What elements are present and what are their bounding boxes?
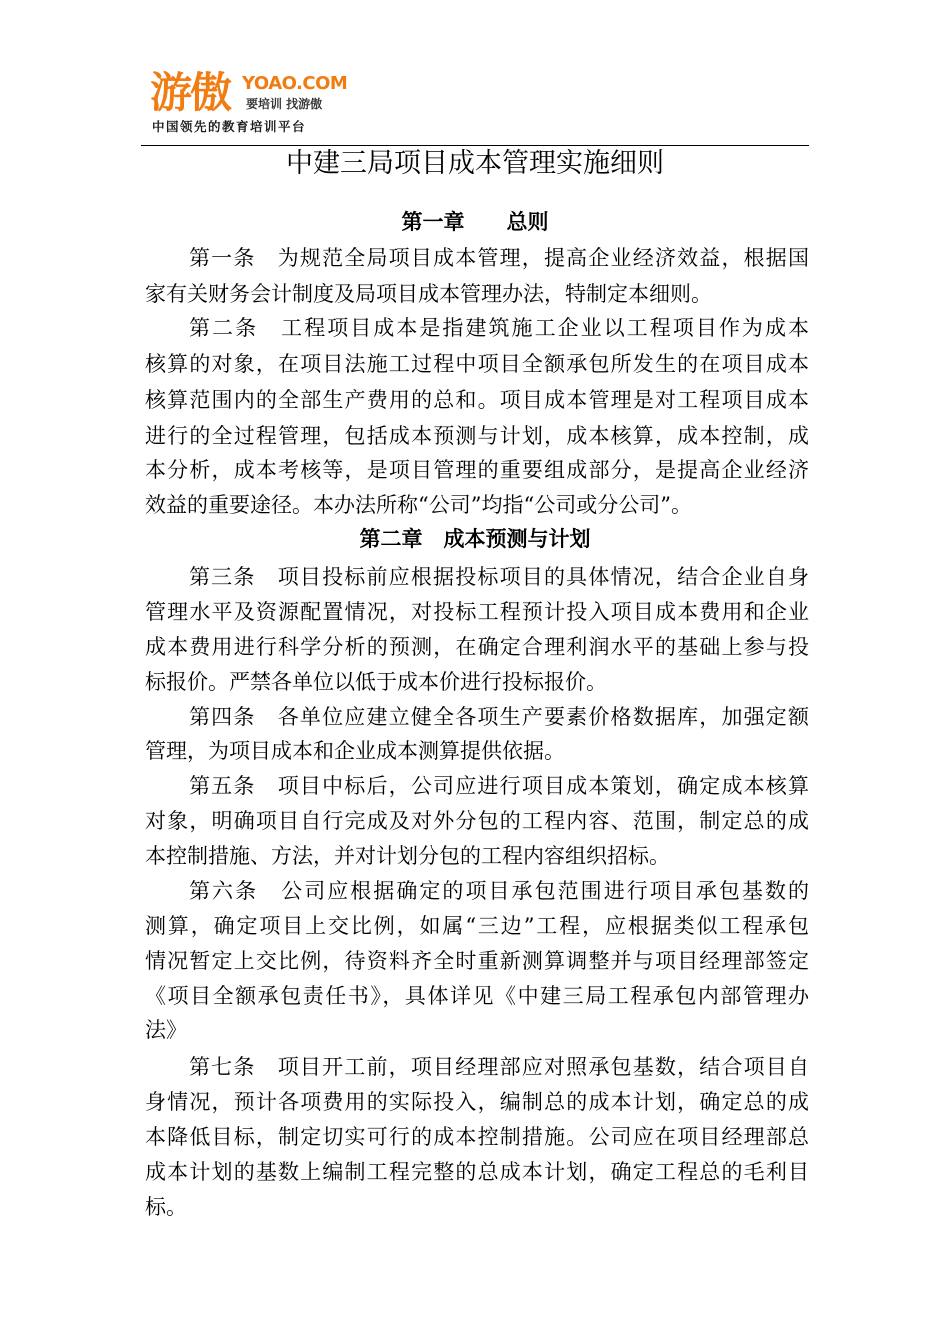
article-7-line-2: 身情况，预计各项费用的实际投入，编制总的成本计划，确定总的成 bbox=[145, 1090, 809, 1114]
article-2-line-1: 第二条 工程项目成本是指建筑施工企业以工程项目作为成本 bbox=[189, 316, 809, 340]
article-2-line-5: 本分析，成本考核等，是项目管理的重要组成部分，是提高企业经济 bbox=[145, 458, 809, 482]
chapter-heading-1: 第一章 总则 bbox=[401, 210, 549, 234]
article-7-line-1: 第七条 项目开工前，项目经理部应对照承包基数，结合项目自 bbox=[189, 1055, 809, 1079]
yoao-logo bbox=[150, 70, 360, 140]
header-divider bbox=[141, 145, 809, 146]
article-1-line-2: 家有关财务会计制度及局项目成本管理办法，特制定本细则。 bbox=[145, 282, 712, 306]
document-title: 中建三局项目成本管理实施细则 bbox=[286, 148, 664, 179]
article-4-line-1: 第四条 各单位应建立健全各项生产要素价格数据库，加强定额 bbox=[189, 705, 809, 729]
article-7-line-5: 标。 bbox=[145, 1195, 187, 1219]
article-3-line-4: 标报价。严禁各单位以低于成本价进行投标报价。 bbox=[145, 670, 607, 694]
article-2-line-4: 进行的全过程管理，包括成本预测与计划，成本核算，成本控制，成 bbox=[145, 424, 809, 448]
article-5-line-3: 本控制措施、方法，并对计划分包的工程内容组织招标。 bbox=[145, 844, 670, 868]
chapter-heading-2: 第二章 成本预测与计划 bbox=[359, 527, 591, 551]
article-6-line-1: 第六条 公司应根据确定的项目承包范围进行项目承包基数的 bbox=[189, 879, 809, 903]
article-6-line-4: 《项目全额承包责任书》，具体详见《中建三局工程承包内部管理办 bbox=[145, 984, 809, 1008]
article-6-line-2: 测算，确定项目上交比例，如属“三边”工程，应根据类似工程承包 bbox=[145, 914, 809, 938]
article-7-line-3: 本降低目标，制定切实可行的成本控制措施。公司应在项目经理部总 bbox=[145, 1125, 809, 1149]
article-2-line-6: 效益的重要途径。本办法所称“公司”均指“公司或分公司”。 bbox=[145, 493, 692, 517]
article-5-line-1: 第五条 项目中标后，公司应进行项目成本策划，确定成本核算 bbox=[189, 774, 809, 798]
logo-tagline-text: 中国领先的教育培训平台 bbox=[152, 119, 307, 134]
article-2-line-2: 核算的对象，在项目法施工过程中项目全额承包所发生的在项目成本 bbox=[145, 352, 809, 376]
article-7-line-4: 成本计划的基数上编制工程完整的总成本计划，确定工程总的毛利目 bbox=[145, 1160, 809, 1184]
article-3-line-2: 管理水平及资源配置情况，对投标工程预计投入项目成本费用和企业 bbox=[145, 600, 809, 624]
logo-slogan-text: 要培训 找游傲 bbox=[246, 97, 323, 111]
article-1-line-1: 第一条 为规范全局项目成本管理，提高企业经济效益，根据国 bbox=[189, 246, 809, 270]
article-2-line-3: 核算范围内的全部生产费用的总和。项目成本管理是对工程项目成本 bbox=[145, 388, 809, 412]
logo-domain-text: YOAO.COM bbox=[242, 73, 348, 94]
logo-main-text: 游傲 bbox=[150, 68, 231, 117]
article-6-line-5: 法》 bbox=[145, 1018, 187, 1042]
article-3-line-3: 成本费用进行科学分析的预测，在确定合理利润水平的基础上参与投 bbox=[145, 635, 809, 659]
article-4-line-2: 管理，为项目成本和企业成本测算提供依据。 bbox=[145, 739, 565, 763]
article-3-line-1: 第三条 项目投标前应根据投标项目的具体情况，结合企业自身 bbox=[189, 565, 809, 589]
article-5-line-2: 对象，明确项目自行完成及对外分包的工程内容、范围，制定总的成 bbox=[145, 809, 809, 833]
article-6-line-3: 情况暂定上交比例，待资料齐全时重新测算调整并与项目经理部签定 bbox=[145, 949, 809, 973]
